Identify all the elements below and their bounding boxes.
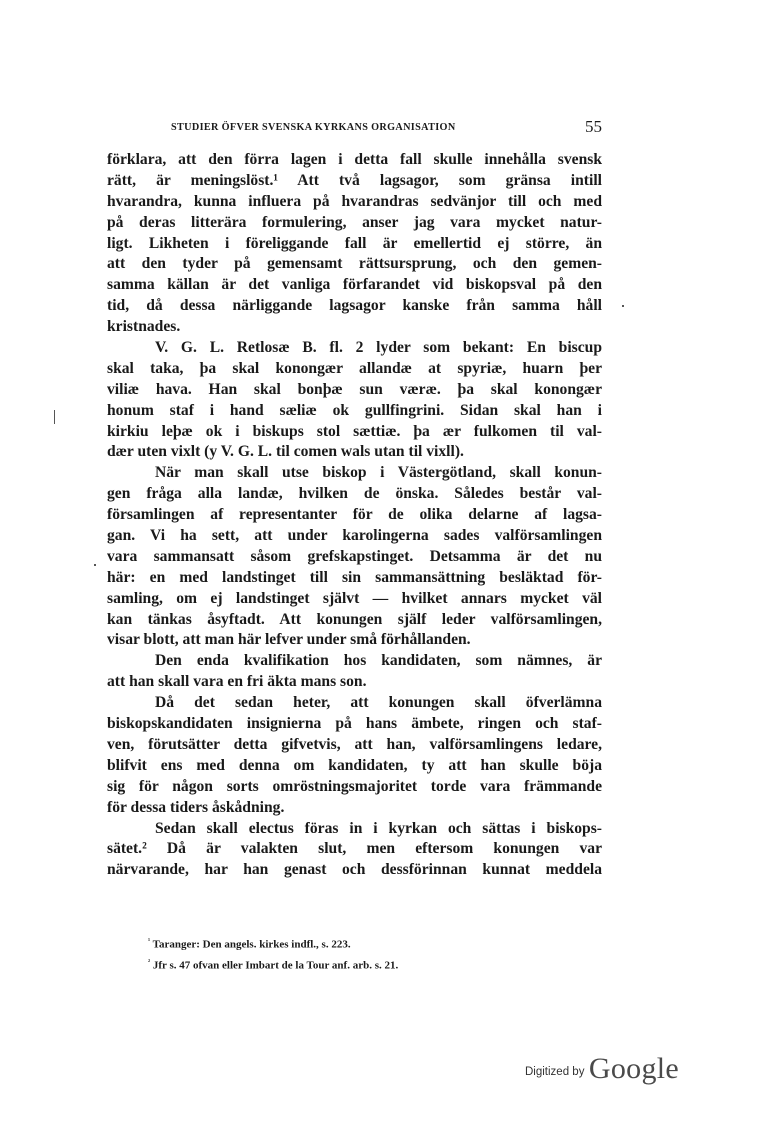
text-line: samma källan är det vanliga förfarandet vid biskopsval på den (107, 276, 602, 294)
text-line: Sedan skall electus föras in i kyrkan och sättas i biskops- (155, 819, 602, 837)
text-line: gen fråga alla landæ, hvilken de önska. Således består val- (107, 485, 602, 503)
digitized-watermark (525, 1052, 679, 1086)
text-line: samling, om ej landstinget självt — hvilket annars mycket väl (107, 589, 602, 607)
footnote (148, 954, 568, 975)
text-line: blifvit ens med denna om kandidaten, ty att han skulle böja (107, 756, 602, 774)
text-line: kirkiu leþæ ok i biskups stol sættiæ. þa ær fulkomen til val- (107, 422, 602, 440)
text-line: rätt, är meningslöst.¹ Att två lagsagor, som gränsa intill (107, 171, 602, 189)
text-line: Den enda kvalifikation hos kandidaten, som nämnes, är (155, 652, 602, 670)
scan-speck (94, 564, 96, 566)
footnotes (148, 933, 568, 974)
text-line: församlingen af representanter för de olika delarne af lagsa- (107, 506, 602, 524)
running-title: STUDIER ÖFVER SVENSKA KYRKANS ORGANISATION (171, 122, 456, 133)
watermark-caption: Digitized by (525, 1066, 585, 1078)
text-line: att han skall vara en fri äkta mans son. (107, 673, 367, 691)
text-line: honum staf i hand sæliæ ok gullfingrini. Sidan skal han i (107, 401, 602, 419)
text-line: ven, förutsätter detta gifvetvis, att han, valförsamlingens ledare, (107, 735, 602, 753)
text-line: visar blott, att man här lefver under små förhållanden. (107, 631, 471, 649)
footnote-marker: ² (148, 957, 151, 966)
text-line: närvarande, har han genast och dessförinnan kunnat meddela (107, 861, 602, 879)
text-line: ligt. Likheten i föreliggande fall är emellertid ej större, än (107, 234, 602, 252)
text-line: förklara, att den förra lagen i detta fall skulle innehålla svensk (107, 151, 602, 168)
text-line: för dessa tiders åskådning. (107, 798, 285, 816)
scan-speck (622, 305, 624, 307)
scan-speck (54, 410, 55, 424)
body-text (107, 150, 602, 881)
text-line: biskopskandidaten insignierna på hans ämbete, ringen och staf- (107, 715, 602, 733)
footnote-text: Jfr s. 47 ofvan eller Imbart de la Tour anf. arb. s. 21. (152, 959, 399, 972)
text-line: tid, då dessa närliggande lagsagor kanske från samma håll (107, 297, 602, 315)
text-line: vara sammansatt såsom grefskapstinget. Detsamma är det nu (107, 547, 602, 565)
text-line: Då det sedan heter, att konungen skall öfverlämna (155, 694, 602, 712)
text-line: sig för någon sorts omröstningsmajoritet torde vara främmande (107, 777, 602, 795)
google-logo: Google (588, 1052, 680, 1085)
text-line: skal taka, þa skal konongær allandæ at spyriæ, huarn þer (107, 359, 602, 377)
footnote-text: Taranger: Den angels. kirkes indfl., s. 223. (152, 938, 351, 951)
text-line: V. G. L. Retlosæ B. fl. 2 lyder som bekant: En biscup (155, 339, 602, 357)
text-line: dær uten vixlt (y V. G. L. til comen wals utan til vixll). (107, 443, 464, 461)
page-number: 55 (585, 117, 602, 136)
text-line: på deras litterära formulering, anser jag vara mycket natur- (107, 213, 602, 231)
footnote-marker: ¹ (148, 937, 151, 945)
running-head (107, 117, 602, 140)
text-line: här: en med landstinget till sin sammansättning besläktad för- (107, 568, 602, 586)
footnote (148, 933, 568, 954)
text-line: kan tänkas åsyftadt. Att konungen själf leder valförsamlingen, (107, 610, 602, 628)
text-line: När man skall utse biskop i Västergötland, skall konun- (155, 464, 602, 482)
text-line: att den tyder på gemensamt rättsursprung, och den gemen- (107, 255, 602, 273)
text-line: viliæ hava. Han skal bonþæ sun væræ. þa skal konongær (107, 380, 602, 398)
text-line: sätet.² Då är valakten slut, men eftersom konungen var (107, 840, 602, 858)
text-line: kristnades. (107, 318, 181, 336)
text-line: hvarandra, kunna influera på hvarandras sedvänjor till och med (107, 192, 602, 210)
text-line: gan. Vi ha sett, att under karolingerna sades valförsamlingen (107, 527, 602, 545)
